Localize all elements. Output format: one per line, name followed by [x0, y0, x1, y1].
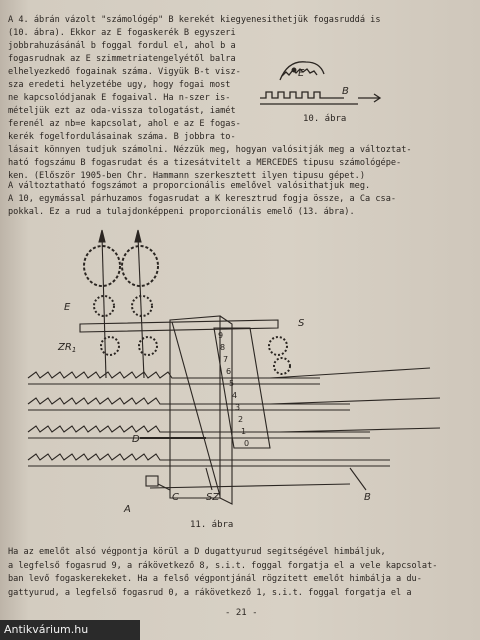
text-line: mételjük ezt az oda-vissza tologatást, iamét [8, 106, 236, 116]
text-line: lásait könnyen tudjuk számolni. Nézzük meg, hogyan valósitják meg a változtat- [8, 145, 412, 155]
text-line: sza eredeti helyzetébe ugy, hogy fogai most [8, 80, 231, 90]
text-line: ban levő fogaskerekeket. Ha a felső végpontjánál rögzitett emelőt himbálja a du- [8, 574, 422, 584]
gear-zr-left [101, 337, 119, 355]
gear-e-right [132, 296, 152, 316]
fig11-label-s: S [298, 318, 305, 329]
digit-label: 7 [223, 355, 229, 364]
digit-label: 0 [244, 439, 250, 448]
rack-right-3 [280, 428, 440, 432]
fig11-label-sz: SZ [206, 492, 220, 503]
figure-10-caption: 10. ábra [303, 114, 347, 124]
digit-label: 8 [220, 343, 226, 352]
paragraph-intro [8, 14, 381, 144]
digit-label: 1 [241, 427, 247, 436]
text-line: jobbrahuzásánál b foggal fordul el, ahol b a [8, 41, 236, 51]
text-line: fogasrudnak az E szimmetriatengelyétől balra [8, 54, 236, 64]
text-line: A 10, egymással párhuzamos fogasrudat a K keresztrud fogja össze, a Ca csa- [8, 194, 397, 204]
leader-b [350, 468, 366, 490]
fig10-arrow [358, 94, 380, 102]
text-line: Ha az emelőt alsó végpontja körül a D dugattyurud segitségével himbáljuk, [8, 547, 386, 557]
lever-diagonal [172, 322, 220, 496]
text-line: ken. (Először 1905-ben Chr. Hammann szerkesztett ilyen tipusu gépet.) [8, 171, 365, 181]
text-line: A változtatható fogszámot a proporcionális emelővel valósithatjuk meg. [8, 181, 371, 191]
fig11-label-a: A [124, 504, 131, 515]
text-line: a legfelső fogasrud 9, a rákövetkező 8, s.i.t. foggal forgatja el a vele kapcsolat- [8, 560, 438, 571]
digit-label: 5 [229, 379, 235, 388]
digit-label: 3 [235, 403, 241, 412]
fig10-label-e: E [298, 68, 305, 79]
text-line: gattyurud, a legfelső fogasrud 0, a rákövetkező 1, s.i.t. foggal forgatja el a [8, 587, 412, 598]
digit-label: 9 [218, 331, 224, 340]
digit-label: 4 [232, 391, 238, 400]
gear-right-1 [269, 337, 287, 355]
figure-11 [20, 228, 460, 518]
shaft-left-tip [99, 230, 105, 242]
text-line: kerék fogelfordulásainak száma. B jobbra to- [8, 132, 236, 142]
digit-label: 6 [226, 367, 232, 376]
text-line: (10. ábra). Ekkor az E fogaskerék B egyszeri [8, 28, 236, 38]
fig11-label-b: B [364, 492, 371, 503]
digit-label: 2 [238, 415, 244, 424]
text-line: pokkal. Ez a rud a tulajdonképpeni proporcionális emelő (13. ábra). [8, 207, 355, 217]
fig10-rack [260, 92, 344, 98]
fig11-label-e: E [64, 302, 71, 313]
gear-right-2 [274, 358, 290, 374]
text-line: ne kapcsolódjanak E fogaival. Ha n-szer is- [8, 93, 231, 103]
watermark: Antikvárium.hu [0, 620, 140, 640]
shaft-left [102, 236, 106, 378]
fig11-label-c: C [172, 492, 179, 503]
clamp-c [146, 476, 158, 486]
text-line: ferenél az nb=e kapcsolat, ahol e az E fogas- [8, 119, 241, 129]
figure-11-caption: 11. ábra [190, 520, 234, 530]
rack-right-2 [270, 398, 440, 404]
fig10-gear-center [292, 68, 296, 72]
shaft-right [138, 236, 144, 378]
shaft-right-tip [135, 230, 141, 242]
figure-10 [258, 52, 388, 114]
fig11-label-zr: $ZR_1$ [58, 342, 77, 354]
fig10-label-b: B [342, 86, 349, 97]
text-line: A 4. ábrán vázolt "számológép" B kerekét kiegyenesithetjük fogasruddá is [8, 15, 381, 25]
base-bar [150, 484, 350, 488]
bar-s [80, 320, 278, 332]
fig11-label-d: D [132, 434, 140, 445]
paragraph-mercedes [8, 144, 412, 183]
text-line: elhelyezkedő fogainak száma. Vigyük B-t visz- [8, 67, 241, 77]
page-number: - 21 - [225, 608, 258, 618]
rack-right-1 [270, 368, 430, 378]
leader-c [158, 484, 170, 490]
paragraph-lever [8, 180, 396, 219]
text-line: ható fogszámu B fogasrudat és a tizesátvitelt a MERCEDES tipusu számológépe- [8, 158, 402, 168]
paragraph-swing [8, 546, 437, 600]
gear-zr-right [139, 337, 157, 355]
